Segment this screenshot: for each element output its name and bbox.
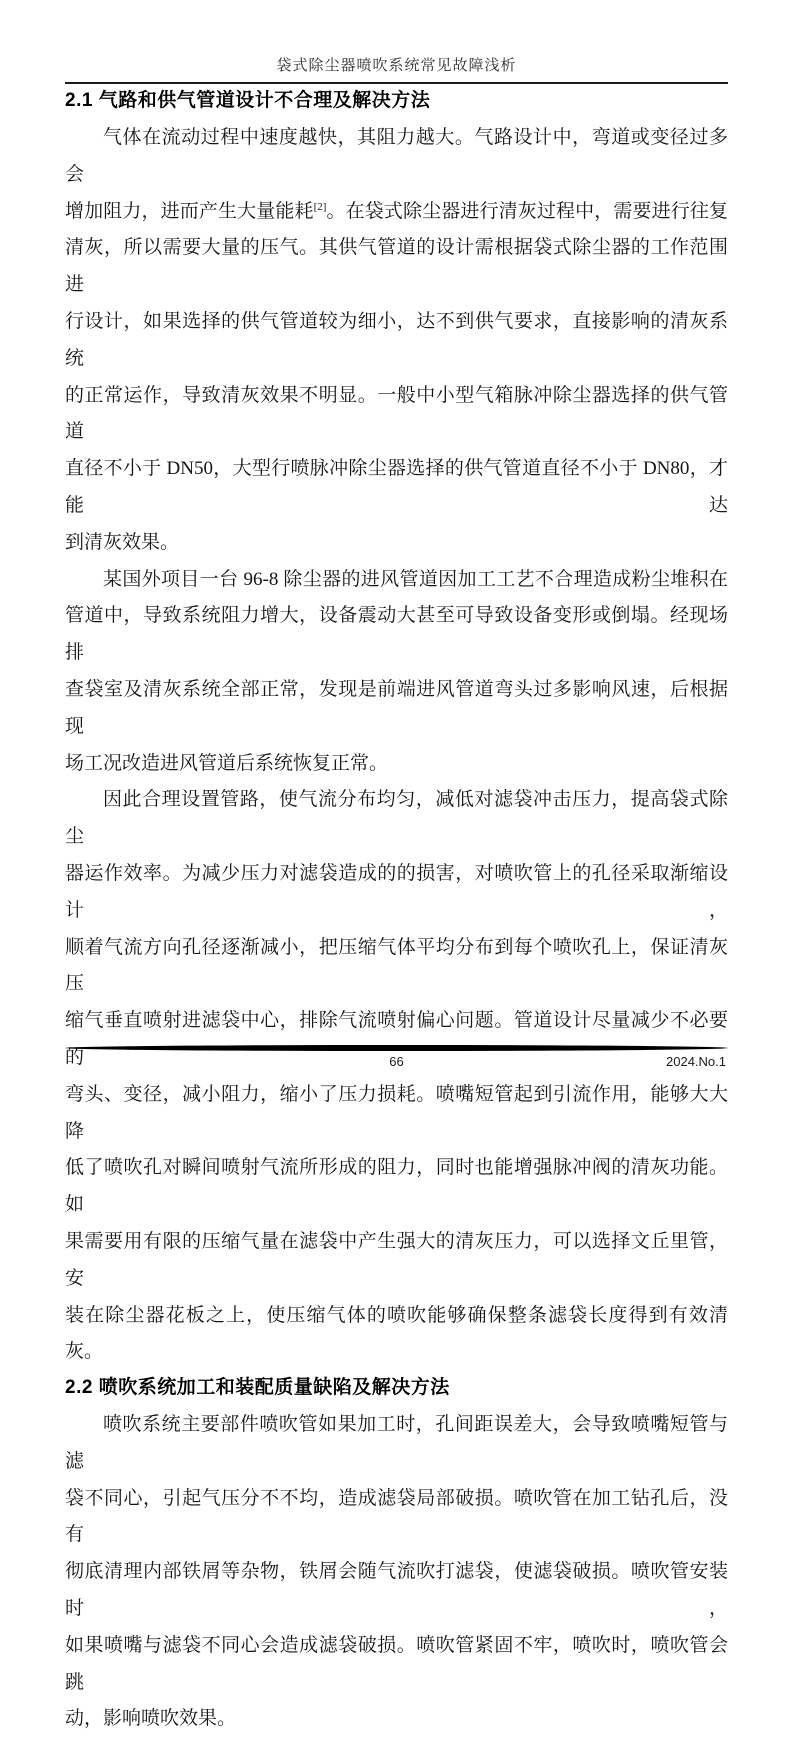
paragraph-assembly-defects <box>65 1407 728 1738</box>
footer-row <box>65 1054 728 1072</box>
paragraph-line: 喷吹系统主要部件喷吹管如果加工时，孔间距误差大，会导致喷嘴短管与滤 <box>65 1414 728 1472</box>
paragraph-line <box>65 194 728 231</box>
paragraph-line: 缩气垂直喷射进滤袋中心，排除气流喷射偏心问题。管道设计尽量减少不必要的 <box>65 1010 728 1068</box>
paragraph-line: 低了喷吹孔对瞬间喷射气流所形成的阻力，同时也能增强脉冲阀的清灰功能。如 <box>65 1157 728 1216</box>
paragraph-line: 管道中，导致系统阻力增大，设备震动大甚至可导致设备变形或倒塌。经现场排 <box>65 605 728 664</box>
paragraph-line: 弯头、变径，减小阻力，缩小了压力损耗。喷嘴短管起到引流作用，能够大大降 <box>65 1083 728 1142</box>
paragraph-air-path <box>65 120 728 562</box>
section-heading-2-2: 2.2 喷吹系统加工和装配质量缺陷及解决方法 <box>65 1377 450 1399</box>
page-body <box>65 88 728 1738</box>
paragraph-line: 动，影响喷吹效果。 <box>65 1708 237 1730</box>
paragraph-line: 场工况改造进风管道后系统恢复正常。 <box>65 752 389 774</box>
line-text: 。在袋式除尘器进行清灰过程中，需要进行往复 <box>326 200 728 222</box>
paragraph-line: 某国外项目一台 96-8 除尘器的进风管道因加工工艺不合理造成粉尘堆积在 <box>103 568 728 590</box>
paragraph-line: 直径不小于 DN50，大型行喷脉冲除尘器选择的供气管道直径不小于 DN80，才能达 <box>65 458 728 516</box>
footer-rule <box>65 1045 728 1051</box>
paragraph-line: 器运作效率。为减少压力对滤袋造成的的损害，对喷吹管上的孔径采取渐缩设计， <box>65 862 728 921</box>
paragraph-line: 清灰，所以需要大量的压气。其供气管道的设计需根据袋式除尘器的工作范围进 <box>65 237 728 296</box>
page-number: 66 <box>389 1054 404 1069</box>
paragraph-line: 到清灰效果。 <box>65 531 180 553</box>
paragraph-line: 袋不同心，引起气压分不不均，造成滤袋局部破损。喷吹管在加工钻孔后，没有 <box>65 1487 728 1546</box>
paragraph-case-study <box>65 562 728 783</box>
page-header <box>65 56 728 84</box>
paragraph-line: 查袋室及清灰系统全部正常，发现是前端进风管道弯头过多影响风速，后根据现 <box>65 678 728 737</box>
journal-issue: 2024.No.1 <box>666 1054 726 1069</box>
paragraph-line: 彻底清理内部铁屑等杂物，铁屑会随气流吹打滤袋，使滤袋破损。喷吹管安装时， <box>65 1561 728 1620</box>
paragraph-line: 果需要用有限的压缩气量在滤袋中产生强大的清灰压力，可以选择文丘里管，安 <box>65 1230 728 1289</box>
running-title: 袋式除尘器喷吹系统常见故障浅析 <box>276 58 517 74</box>
paragraph-line: 行设计，如果选择的供气管道较为细小，达不到供气要求，直接影响的清灰系统 <box>65 310 728 369</box>
paragraph-line: 因此合理设置管路，使气流分布均匀，减低对滤袋冲击压力，提高袋式除尘 <box>65 789 728 848</box>
paragraph-line: 装在除尘器花板之上，使压缩气体的喷吹能够确保整条滤袋长度得到有效清灰。 <box>65 1304 728 1363</box>
paragraph-solution <box>65 782 728 1371</box>
line-text: 增加阻力，进而产生大量能耗 <box>65 200 314 222</box>
paragraph-line: 如果喷嘴与滤袋不同心会造成滤袋破损。喷吹管紧固不牢，喷吹时，喷吹管会跳 <box>65 1634 728 1693</box>
paragraph-line: 气体在流动过程中速度越快，其阻力越大。气路设计中，弯道或变径过多会 <box>65 127 728 185</box>
paragraph-line: 的正常运作，导致清灰效果不明显。一般中小型气箱脉冲除尘器选择的供气管道 <box>65 384 728 443</box>
citation-ref: [2] <box>313 200 327 213</box>
header-rule <box>65 82 728 84</box>
section-heading-2-1: 2.1 气路和供气管道设计不合理及解决方法 <box>65 90 431 111</box>
page-footer <box>65 1045 728 1072</box>
paragraph-line: 顺着气流方向孔径逐渐减小，把压缩气体平均分布到每个喷吹孔上，保证清灰压 <box>65 936 728 995</box>
